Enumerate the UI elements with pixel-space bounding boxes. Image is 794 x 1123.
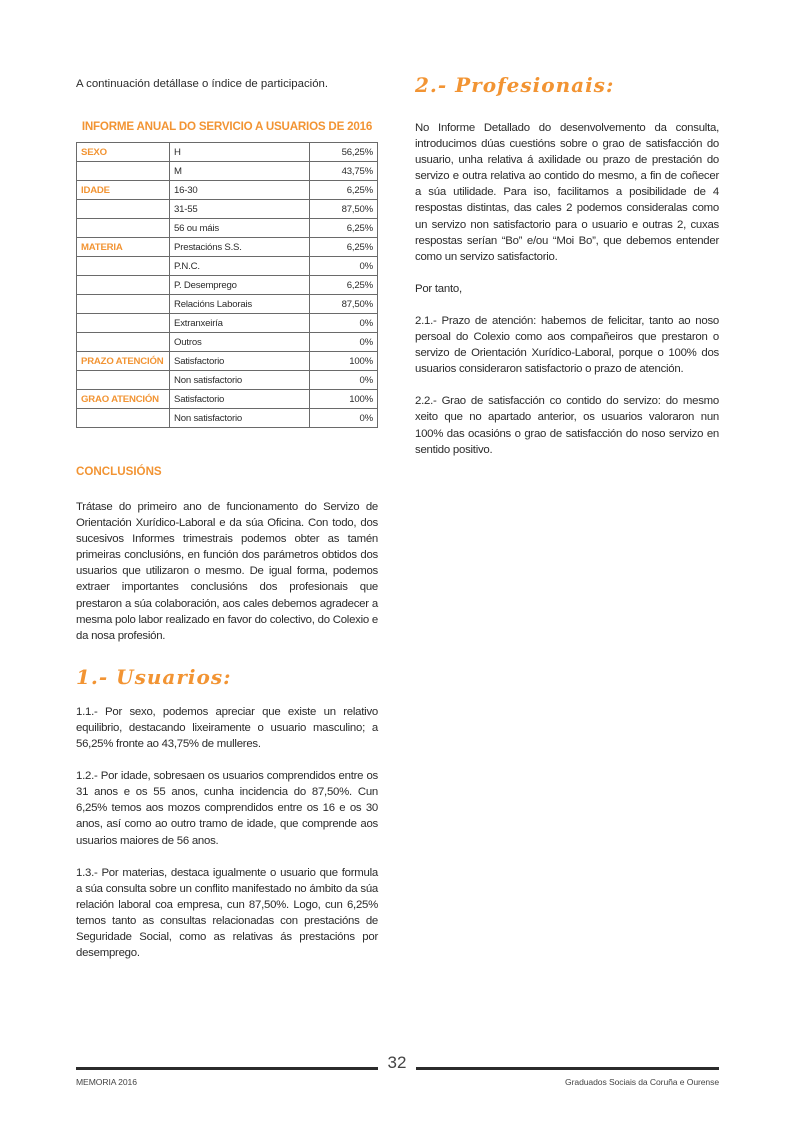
profesionais-paragraph-2: Por tanto, — [415, 282, 462, 295]
table-cell-value: 0% — [310, 409, 378, 428]
table-cell-item: H — [170, 143, 310, 162]
table-cell-value: 0% — [310, 257, 378, 276]
table-row — [77, 409, 378, 428]
table-cell-item: Prestacións S.S. — [170, 238, 310, 257]
table-row — [77, 390, 378, 409]
usuarios-paragraph-1: 1.1.- Por sexo, podemos apreciar que existe un relativo equilibrio, destacando lixeiramente o usuario masculino; a 56,25% fronte ao 43,75% de mulleres. — [76, 705, 378, 751]
table-cell-item: Non satisfactorio — [170, 371, 310, 390]
table-cell-item: P. Desemprego — [170, 276, 310, 295]
table-cell-value: 87,50% — [310, 295, 378, 314]
table-cell-category — [77, 371, 170, 390]
table-cell-item: Outros — [170, 333, 310, 352]
conclusions-text: Trátase do primeiro ano de funcionamento do Servizo de Orientación Xurídico-Laboral e da súa Oficina. Con todo, dos sucesivos Informes trimestrais podemos obter as tamén primeiras conclusións, en función dos parámetros obtidos dos usuarios que utilizaron o mesmo. De igual forma, podemos extraer importantes conclusións dos profesionais que prestaron a súa colaboración, aos cales debemos agradecer a mesma polo labor realizado en favor do colectivo, do Colexio e da nosa profesión. — [76, 501, 378, 642]
table-cell-category: GRAO ATENCIÓN — [77, 390, 170, 409]
footer-right-text: Graduados Sociais da Coruña e Ourense — [565, 1077, 719, 1087]
usuarios-heading: 1.- Usuarios: — [76, 664, 232, 689]
table-cell-item: P.N.C. — [170, 257, 310, 276]
profesionais-heading: 2.- Profesionais: — [415, 73, 615, 97]
table-row — [77, 276, 378, 295]
table-cell-category — [77, 162, 170, 181]
right-column — [415, 73, 719, 458]
table-row — [77, 333, 378, 352]
table-cell-item: 31-55 — [170, 200, 310, 219]
footer-rule-left — [76, 1067, 378, 1070]
table-cell-item: Extranxeiría — [170, 314, 310, 333]
table-row — [77, 295, 378, 314]
table-cell-value: 100% — [310, 352, 378, 371]
table-cell-value: 43,75% — [310, 162, 378, 181]
table-title: INFORME ANUAL DO SERVICIO A USUARIOS DE 2016 — [81, 120, 373, 133]
table-cell-value: 0% — [310, 333, 378, 352]
table-cell-value: 56,25% — [310, 143, 378, 162]
table-cell-category — [77, 219, 170, 238]
table-row — [77, 181, 378, 200]
table-row — [77, 200, 378, 219]
table-cell-item: M — [170, 162, 310, 181]
table-cell-value: 87,50% — [310, 200, 378, 219]
footer-left-text: MEMORIA 2016 — [76, 1077, 137, 1087]
table-cell-value: 6,25% — [310, 219, 378, 238]
conclusions-heading: CONCLUSIÓNS — [76, 465, 162, 478]
table-cell-value: 6,25% — [310, 238, 378, 257]
table-row — [77, 352, 378, 371]
table-row — [77, 219, 378, 238]
table-row — [77, 257, 378, 276]
table-row — [77, 314, 378, 333]
table-cell-item: 56 ou máis — [170, 219, 310, 238]
table-cell-category: PRAZO ATENCIÓN — [77, 352, 170, 371]
table-cell-category — [77, 333, 170, 352]
table-cell-category: SEXO — [77, 143, 170, 162]
intro-text: A continuación detállase o índice de participación. — [76, 78, 329, 90]
usuarios-paragraph-3: 1.3.- Por materias, destaca igualmente o usuario que formula a súa consulta sobre un conflito manifestado no ámbito da súa relación laboral coa empresa, cun 87,50%. Logo, cun 6,25% temos tanto as consultas relacionadas con prestacións de Seguridade Social, como as relativas ás prestacións por desemprego. — [76, 866, 378, 960]
table-cell-category — [77, 314, 170, 333]
table-cell-item: Satisfactorio — [170, 390, 310, 409]
table-cell-category — [77, 295, 170, 314]
table-cell-value: 0% — [310, 371, 378, 390]
profesionais-paragraph-3: 2.1.- Prazo de atención: habemos de felicitar, tanto ao noso persoal do Colexio como aos compañeiros que prestaron o servizo de Orientación Xurídico-Laboral, porque o 100% dos usuarios consideraron satisfactorio o prazo de atención. — [415, 314, 719, 376]
table-cell-value: 0% — [310, 314, 378, 333]
table-cell-category: IDADE — [77, 181, 170, 200]
table-row — [77, 371, 378, 390]
left-column — [76, 76, 378, 961]
profesionais-paragraph-4: 2.2.- Grao de satisfacción co contido do servizo: do mesmo xeito que no apartado anterior, os usuarios valoraron nun 100% das ocasións o grao de satisfacción do noso servizo en sentido positivo. — [415, 395, 719, 456]
table-cell-category — [77, 409, 170, 428]
table-cell-category — [77, 200, 170, 219]
table-cell-value: 6,25% — [310, 276, 378, 295]
table-cell-item: Relacións Laborais — [170, 295, 310, 314]
table-row — [77, 143, 378, 162]
table-row — [77, 162, 378, 181]
usuarios-paragraph-2: 1.2.- Por idade, sobresaen os usuarios comprendidos entre os 31 anos e os 55 anos, cunha incidencia do 87,50%. Cun 6,25% temos aos mozos comprendidos entre os 16 e os 30 anos, así como ao outro tramo de idade, que comprende aos usuarios maiores de 56 anos. — [76, 770, 378, 847]
page-number: 32 — [387, 1053, 407, 1072]
table-cell-category — [77, 257, 170, 276]
table-cell-category — [77, 276, 170, 295]
table-cell-item: Satisfactorio — [170, 352, 310, 371]
report-table — [76, 142, 378, 428]
table-cell-value: 6,25% — [310, 181, 378, 200]
profesionais-paragraph-1: No Informe Detallado do desenvolvemento da consulta, introducimos dúas cuestións sobre o grao de satisfacción do usuario, unha relativa á axilidade ou prazo de prestación do servizo e outra relativa ao contido do mesmo, a fin de coñecer a súa utilidade. Para iso, facilitamos a posibilidade de 4 respostas distintas, das cales 2 podemos consideralas como un servizo non satisfactorio para o usuario e outras 2, cuxas respostas serían “Bo” e/ou “Moi Bo”, que debemos entender como un servizo satisfactorio. — [415, 122, 719, 263]
table-cell-item: 16-30 — [170, 181, 310, 200]
table-cell-item: Non satisfactorio — [170, 409, 310, 428]
table-cell-value: 100% — [310, 390, 378, 409]
footer-rule-right — [416, 1067, 719, 1070]
table-row — [77, 238, 378, 257]
table-cell-category: MATERIA — [77, 238, 170, 257]
